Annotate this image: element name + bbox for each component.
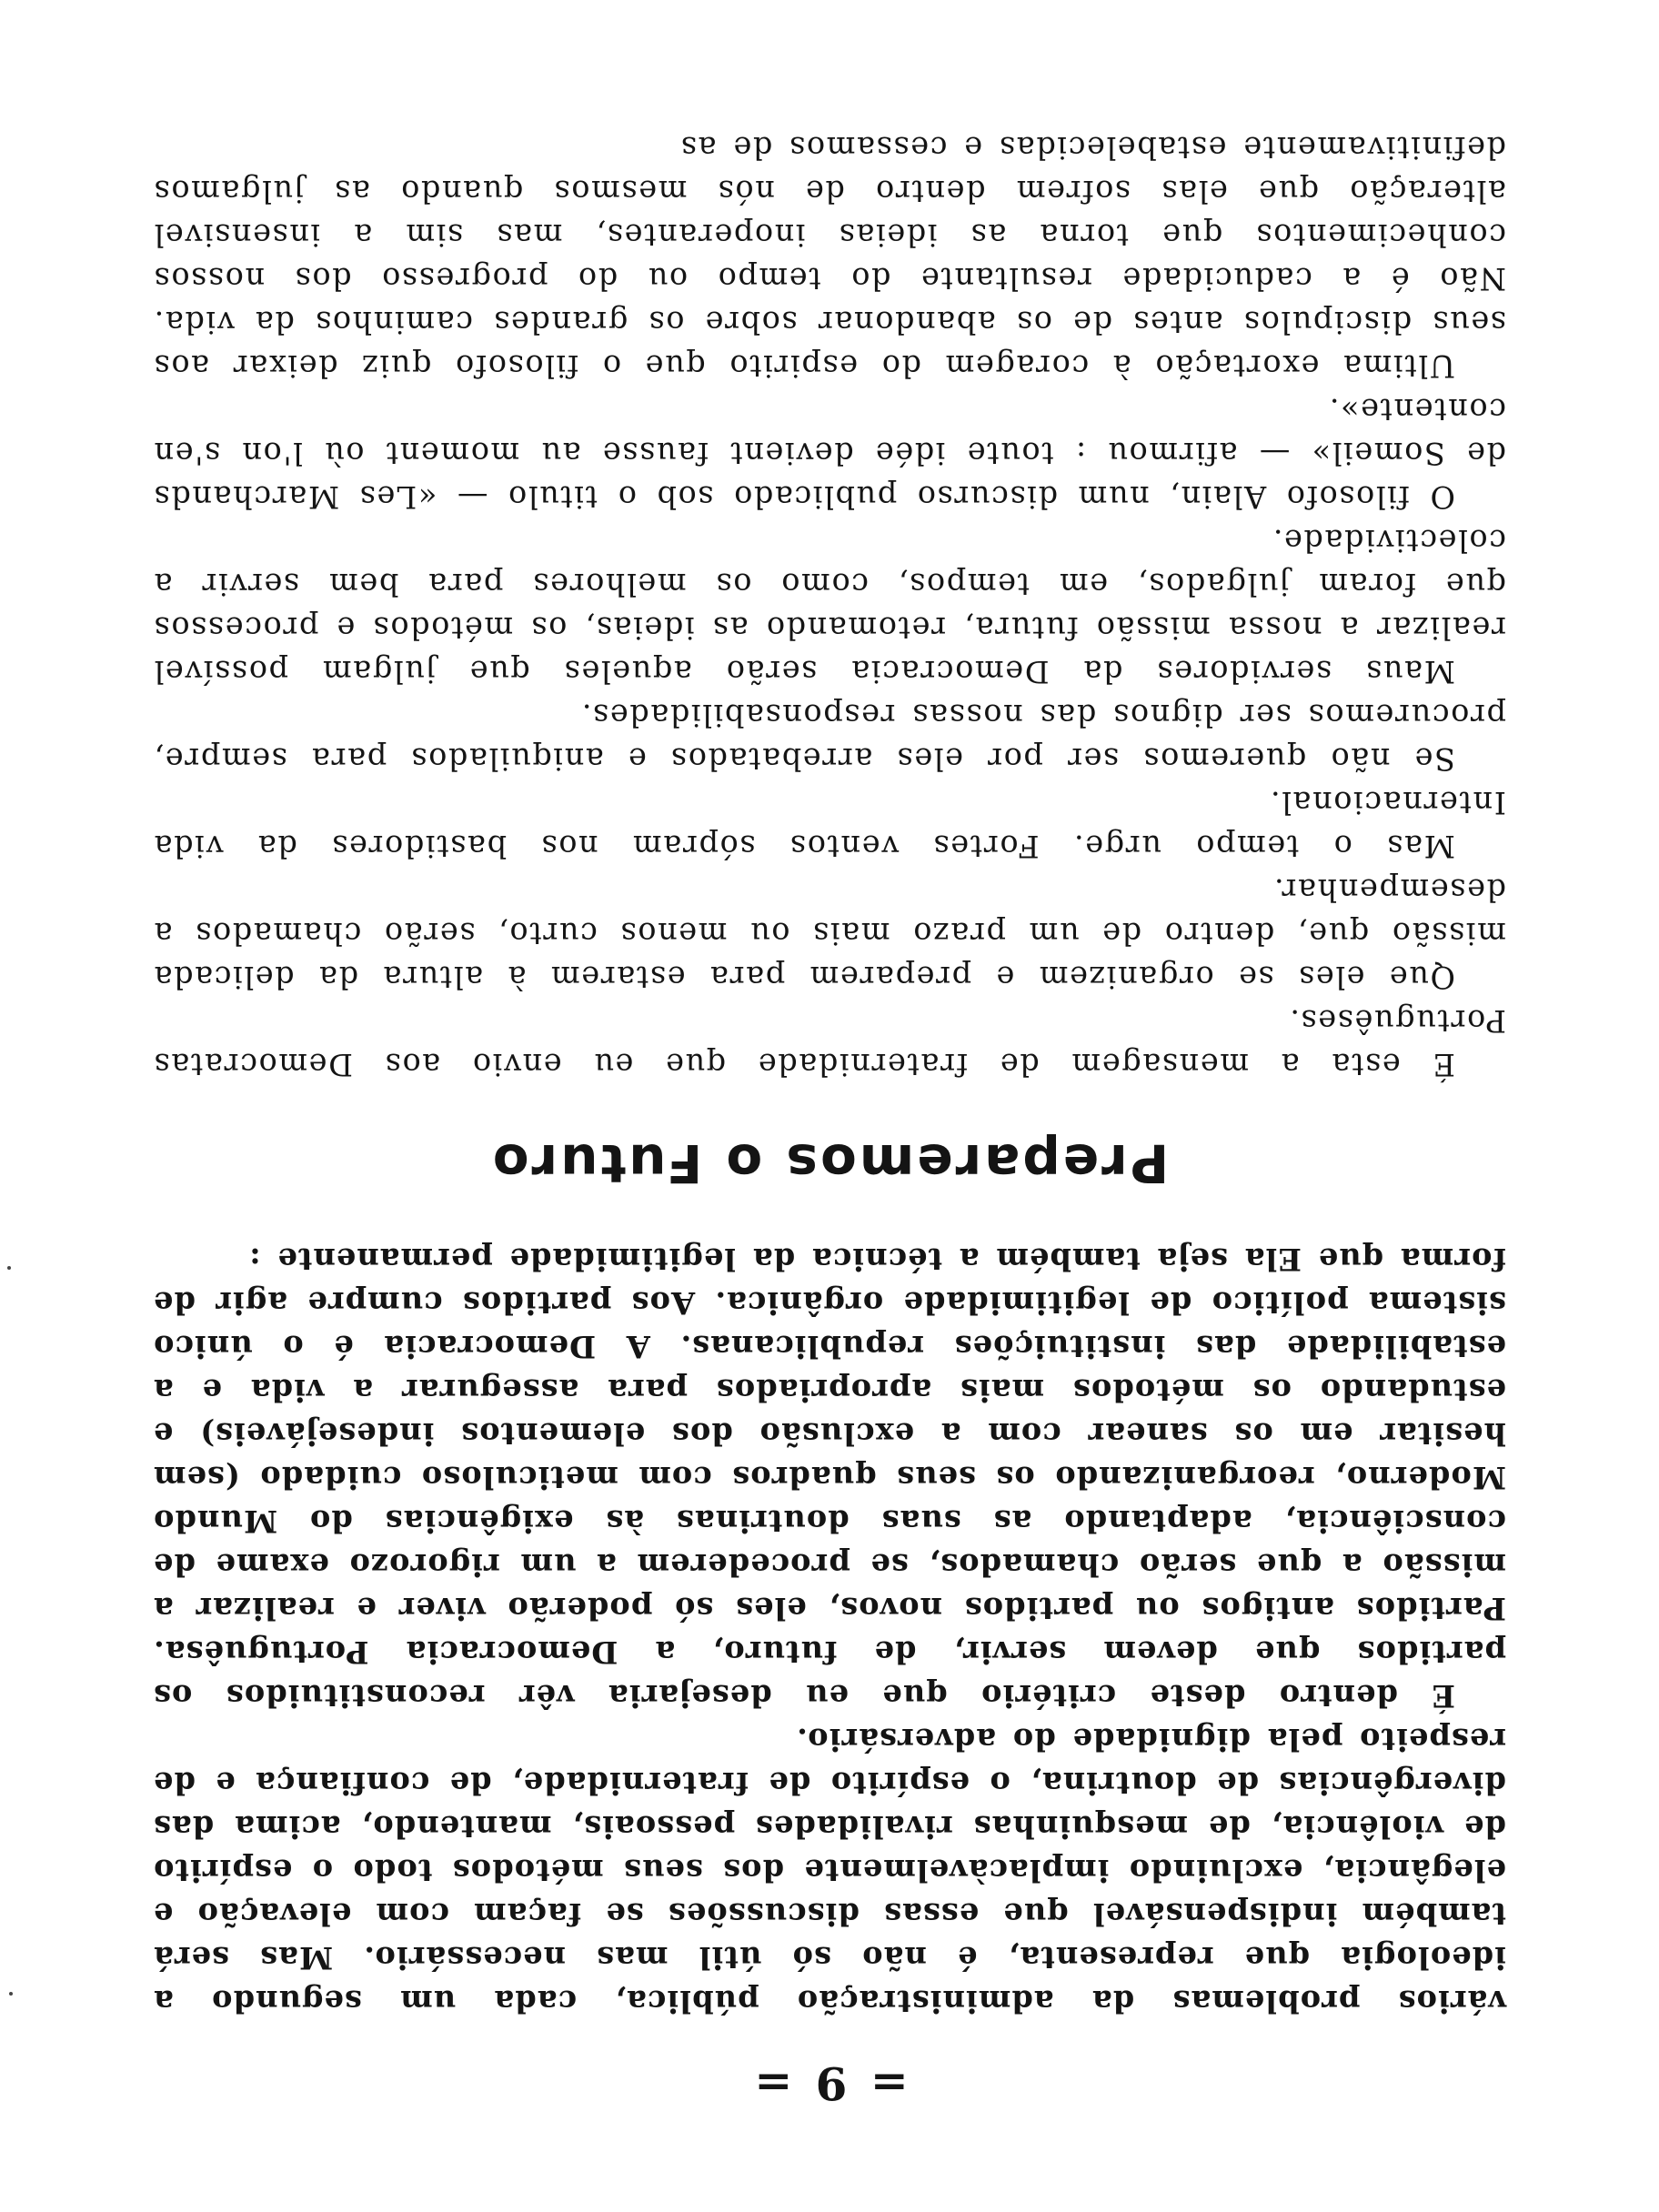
page-number: = 9 = bbox=[750, 2056, 909, 2110]
paragraph-message: É esta a mensagem de fraternidade que eu envio aos Democratas Portuguêses. bbox=[153, 1003, 1506, 1082]
paragraph-responsibilities: Se não queremos ser por eles arrebatados e aniquilados para sempre, procuremos ser dignos das nossas responsabilidades. bbox=[153, 698, 1506, 777]
paragraph-bad-servants: Maus servidores da Democracia serão aqueles que julgam possível realizar a nossa missão futura, retomando as ideias, os métodos e processos que foram julgados, em tempos, como os melhores para bem servir a colectividade. bbox=[153, 523, 1506, 689]
section-heading: Preparemos o Futuro bbox=[489, 1132, 1170, 1194]
paragraph-last-exhortation: Ultima exortação à coragem do espirito que o filosofo quiz deixar aos seus discipulos antes de os abandonar sobre os grandes caminhos da vida. Não é a caducidade resultante do tempo ou do progresso dos nossos conhecimentos que torna as ideias inoperantes, mas sim a insensivel alteração que elas sofrem dentro de nós mesmos quando as julgamos definitivamente estabelecidas e cessamos de as bbox=[153, 130, 1506, 384]
scan-speck bbox=[9, 1992, 13, 1996]
page-content bbox=[153, 126, 1506, 2110]
paragraph-parties: É dentro deste critério que eu desejaria vêr reconstituidos os partidos que devem servir, de futuro, a Democracia Portuguêsa. Partidos antigos ou partidos novos, eles só poderão viver e realizar a missão a que serão chamados, se procederem a um rigorozo exame de consciência, adaptando as suas doutrinas às exigências do Mundo Moderno, reorganizando os seus quadros com meticuloso cuidado (sem hesitar em os sanear com a exclusão dos elementos indesejáveis) e estudando os métodos mais apropriados para assegurar a vida e a estabilidade das instituições republicanas. A Democracia é o único sistema político de legitimidade orgânica. Aos partidos cumpre agir de forma que Ela seja também a técnica da legitimidade permanente : bbox=[153, 1242, 1506, 1714]
paragraph-continuation: vários problemas da administração pública, cada um segundo a ideologia que representa, é não só útil mas necessário. Mas será também indispensável que essas discussões se façam com elevação e elegância, excluindo implacàvelmente dos seus métodos todo o espírito de violência, de mesquinhas rivalidades pessoais, mantendo, acima das divergências de doutrina, o espírito de fraternidade, de confiança e de respeito pela dignidade do adversário. bbox=[153, 1722, 1506, 2019]
scan-speck bbox=[7, 1266, 11, 1270]
paragraph-time-urges: Mas o tempo urge. Fortes ventos sópram nos bastidores da vida Internacional. bbox=[153, 785, 1506, 864]
paragraph-organize: Que eles se organizem e preparem para estarem à altura da delicada missão que, dentro de um prazo mais ou menos curto, serão chamados a desempenhar. bbox=[153, 872, 1506, 995]
paragraph-alain-quote: O filosofo Alain, num discurso publicado sob o titulo — «Les Marchands de Someil» — afirmou : toute idée devient fausse au moment où l'on s'en contente». bbox=[153, 392, 1506, 515]
